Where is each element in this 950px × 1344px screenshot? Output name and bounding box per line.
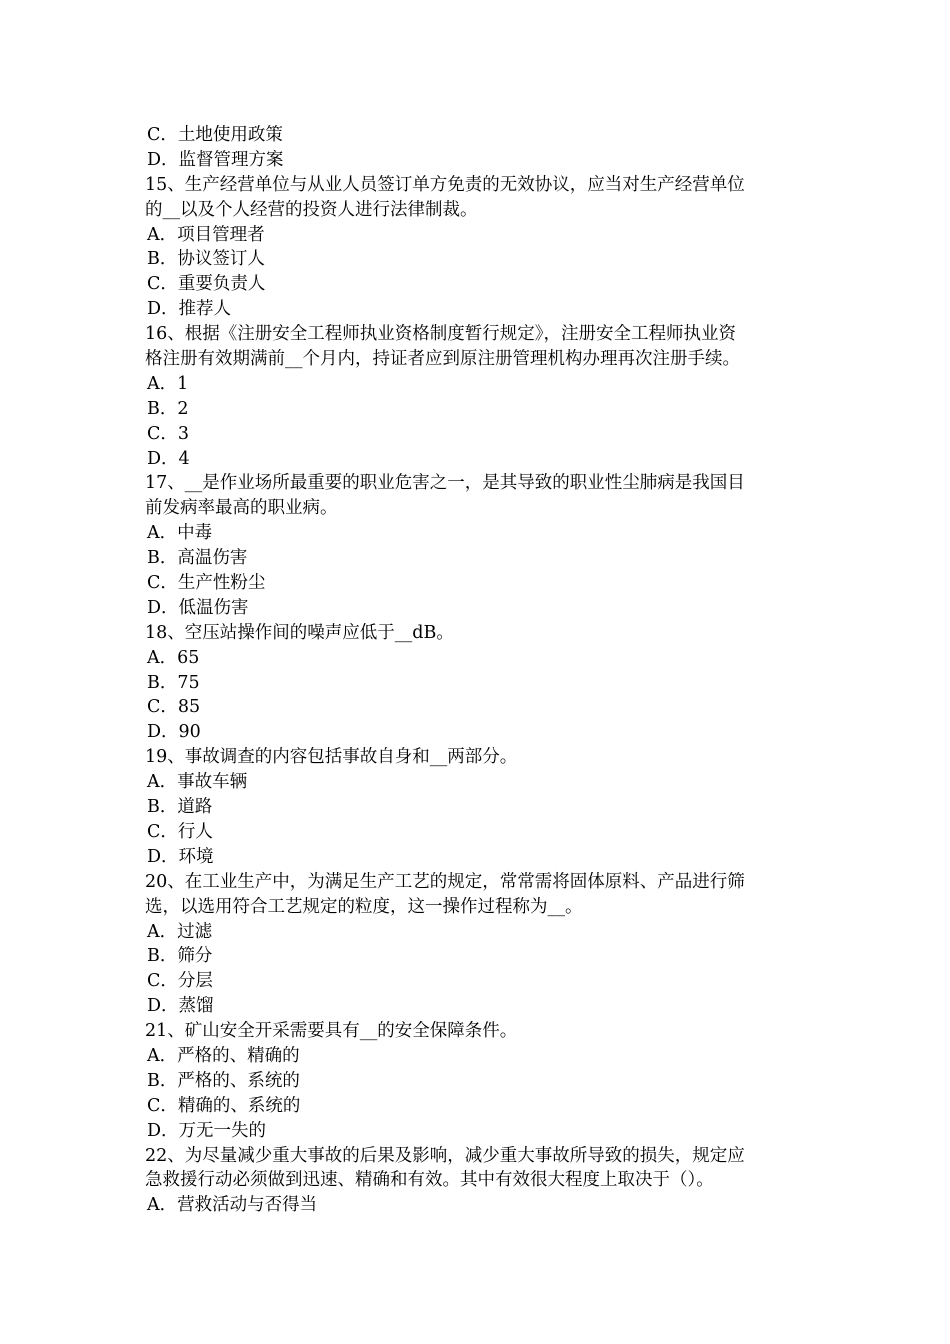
option-line: B．75 [147,672,200,693]
option-line: C．精确的、系统的 [147,1095,301,1116]
option-line: C．85 [147,697,201,718]
option-line: B．筛分 [147,946,213,967]
option-line: D．90 [147,722,201,743]
option-line: A．严格的、精确的 [147,1045,300,1066]
option-line: A．65 [147,647,200,668]
option-line: A．1 [147,373,189,394]
option-line: A．营救活动与否得当 [147,1195,318,1216]
question-stem-line: 22、为尽量减少重大事故的后果及影响，减少重大事故所导致的损失，规定应 [145,1145,745,1166]
question-stem-line: 选，以选用符合工艺规定的粒度，这一操作过程称为__。 [145,896,583,917]
option-line: D．推荐人 [147,299,232,320]
question-stem-line: 15、生产经营单位与从业人员签订单方免责的无效协议，应当对生产经营单位 [145,174,745,195]
question-stem-line: 急救援行动必须做到迅速、精确和有效。其中有效很大程度上取决于（）。 [145,1170,714,1191]
question-stem-line: 17、__是作业场所最重要的职业危害之一，是其导致的职业性尘肺病是我国目 [145,473,745,494]
option-line: A．中毒 [147,523,213,544]
option-line: A．事故车辆 [147,772,248,793]
option-line: C．3 [147,423,190,444]
question-stem-line: 18、空压站操作间的噪声应低于__dB。 [145,622,454,643]
question-stem-line: 前发病率最高的职业病。 [145,498,338,519]
option-line: D．环境 [147,846,214,867]
option-line: C．生产性粉尘 [147,573,266,594]
option-line: B．协议签订人 [147,249,265,270]
option-line: D．低温伤害 [147,597,249,618]
option-line: D．万无一失的 [147,1120,267,1141]
option-line: D．4 [147,448,190,469]
question-stem-line: 的__以及个人经营的投资人进行法律制裁。 [145,199,478,220]
option-line: B．2 [147,398,189,419]
exam-question-list [145,123,810,1218]
question-stem-line: 16、根据《注册安全工程师执业资格制度暂行规定》，注册安全工程师执业资 [145,324,737,345]
question-stem-line: 21、矿山安全开采需要具有__的安全保障条件。 [145,1021,518,1042]
option-line: B．高温伤害 [147,548,248,569]
option-line: D．蒸馏 [147,996,214,1017]
option-line: A．过滤 [147,921,213,942]
option-line: D．监督管理方案 [147,149,284,170]
option-line: B．道路 [147,797,213,818]
option-line: B．严格的、系统的 [147,1070,300,1091]
option-line: C．行人 [147,821,213,842]
question-stem-line: 20、在工业生产中，为满足生产工艺的规定，常常需将固体原料、产品进行筛 [145,871,745,892]
option-line: C．分层 [147,971,213,992]
question-stem-line: 格注册有效期满前__个月内，持证者应到原注册管理机构办理再次注册手续。 [145,349,740,370]
option-line: C．重要负责人 [147,274,266,295]
option-line: C．土地使用政策 [147,125,283,145]
question-stem-line: 19、事故调查的内容包括事故自身和__两部分。 [145,747,518,768]
option-line: A．项目管理者 [147,224,265,245]
